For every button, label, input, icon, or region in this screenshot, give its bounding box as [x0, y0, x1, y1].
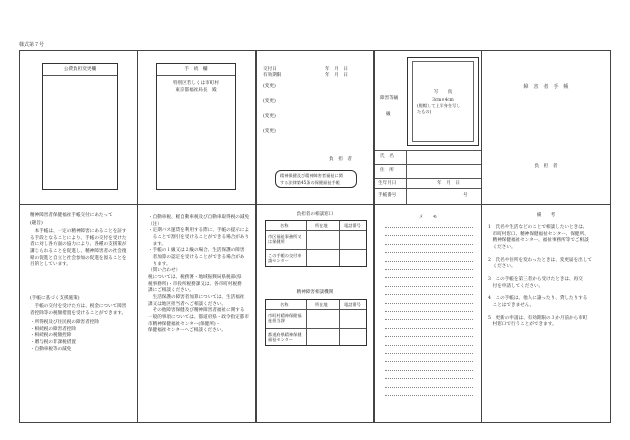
holder-address-label: 住 所 [380, 168, 394, 173]
remark-line: 村窓口で行うことができます。 [488, 322, 557, 328]
panel-contacts [256, 204, 374, 423]
memo-ruled-line [385, 378, 473, 379]
remark-line: 市町村窓口、精神保健福祉センター、保健所、 [488, 231, 589, 237]
remark-line: 精神保健福祉センター、福祉事務所等でご相談 [488, 238, 589, 244]
benefits-line: （問い合わせ） [148, 268, 181, 274]
change-entry-4: (変更) [263, 129, 276, 134]
public-expense-change-title: 公費負担変更欄 [63, 67, 97, 72]
remark-line: ください。 [488, 244, 516, 250]
remark-line: 4 この手帳は、他人に譲ったり、貸したりする [488, 296, 588, 302]
memo-ruled-line [385, 294, 473, 295]
memo-ruled-line [385, 328, 473, 329]
disability-grade-unit: 級 [386, 112, 391, 117]
agency-header-address: 所在地 [315, 302, 328, 307]
contact-table-1-title: 負担者の相談窓口 [296, 212, 334, 217]
remark-line: ください。 [488, 264, 516, 270]
memo-title: メ モ [418, 215, 438, 220]
memo-ruled-line [385, 277, 473, 278]
support-bullet: ・相続税の障害者控除 [30, 326, 76, 332]
purpose-line: 講じられることを促進し、精神障害者の社会復 [30, 248, 127, 254]
memo-ruled-line [385, 395, 473, 396]
memo-ruled-line [385, 269, 473, 270]
memo-ruled-line [385, 353, 473, 354]
contact-header-address: 所在地 [315, 223, 328, 228]
disability-grade-label: 障害等級 [380, 96, 399, 101]
holder-birthdate-label: 生年月日 [378, 181, 397, 186]
notice-box [275, 170, 357, 188]
benefits-line: その他障害保健及び精神障害者福祉に関する [148, 308, 245, 314]
benefits-line: 市精神保健福祉センター(保健所)・ [148, 321, 221, 327]
expiry-date-value: 年 月 日 [325, 73, 348, 78]
benefits-line: ・定期バス運賃を利用する際に、手帳の提示によ [148, 228, 250, 234]
memo-ruled-line [385, 387, 473, 388]
panel-public-expense [19, 50, 138, 205]
agency-row-2-name: 都道府県精神保健福祉センター [268, 332, 302, 343]
benefits-line: ることで割引を受けることができる場合があり [148, 234, 250, 240]
panel-benefits [137, 204, 256, 423]
photo-note-2: たもの) [417, 109, 432, 114]
agency-row-1-name: 市町村精神保健福祉担当課 [268, 313, 302, 324]
benefits-line: ります。 [148, 261, 171, 267]
memo-ruled-line [385, 227, 473, 228]
agency-header-phone: 電話番号 [344, 302, 361, 307]
support-bullet: ・相続税の税額控除 [30, 333, 72, 339]
change-entry-1: (変更) [263, 84, 276, 89]
contact-table-1 [265, 220, 367, 267]
support-bullet: ・贈与税の非課税措置 [30, 339, 76, 345]
remark-line: 2 氏名や住所を変わったときは、変更届を出して [488, 257, 592, 263]
holder-number-label: 手帳番号 [378, 193, 397, 198]
benefits-line: 税事務所)・市役所税務課又は、各市町村税務 [148, 281, 242, 287]
memo-ruled-line [385, 252, 473, 253]
holder-number-value: 号 [463, 193, 468, 198]
change-entry-3: (変更) [263, 114, 276, 119]
public-expense-change-box [42, 63, 118, 190]
benefits-line: 課にご相談ください。 [148, 288, 194, 294]
purpose-line: る手段となることにより、手帳の交付を受けた [30, 235, 127, 241]
panel-issue [256, 50, 374, 205]
support-bullets [30, 320, 99, 353]
benefits-line: 税については、税務署・地域振興局県税部(県 [148, 274, 242, 280]
remark-line: ことはできません。 [488, 302, 535, 308]
purpose-line: 目的としています。 [30, 262, 71, 268]
benefits-line: ・自動車税、軽自動車税及び自動車取得税の減免 [148, 215, 250, 220]
notice-line-2: する法律第45条の保健福祉手帳 [280, 180, 340, 185]
remarks-list [488, 225, 592, 335]
memo-ruled-line [385, 303, 473, 304]
remark-item [488, 296, 592, 309]
remark-line: 1 氏名や生活などのことで相談したいときは、 [488, 225, 588, 230]
issue-date-label: 交付日 [263, 67, 277, 72]
contact-table-2-title: 精神障害相談機関 [296, 290, 334, 295]
purpose-line: 帰の促進と自立と社会参加の促進を図ることを [30, 255, 127, 261]
form-number: 様式第７号 [19, 42, 45, 48]
support-bullet: ・自動車税等の減免 [30, 346, 72, 352]
notice-line-1: 精神保健及び精神障害者福祉に関 [280, 173, 343, 178]
memo-ruled-line [385, 370, 473, 371]
remark-line: 3 この手帳を第三者から受けたときは、再交 [488, 276, 583, 282]
remark-item [488, 225, 592, 252]
panel-purpose [19, 204, 138, 423]
benefits-line: ・手帳の１級又は２級の場合、生活保護の障害 [148, 248, 245, 254]
benefits-line: 一般的事項については、都道府県・政令指定都市 [148, 314, 249, 320]
support-subheading: (手帳に基づく支援施策) [30, 296, 80, 301]
panel-holder [374, 50, 482, 205]
issue-date-value: 年 月 日 [325, 67, 348, 72]
remarks-title: 備 考 [536, 213, 556, 218]
contact-table-2 [265, 299, 367, 346]
purpose-paragraph [30, 229, 126, 269]
remark-line: 付を申請してください。 [488, 283, 544, 289]
authority-line-2: 東京都福祉局長 殿 [175, 88, 217, 93]
purpose-subheading: (趣旨) [30, 221, 43, 226]
holder-name-label: 氏 名 [380, 154, 394, 159]
remark-item [488, 277, 592, 290]
panel-title [481, 50, 611, 205]
handbook-title: 障 害 者 手 帳 [523, 84, 569, 90]
contact-header-name: 名称 [280, 223, 289, 228]
benefits-line: ます。 [148, 241, 167, 247]
issuer-seal-label: 負 担 者 [329, 157, 352, 162]
support-paragraph [30, 304, 126, 317]
photo-frame [407, 57, 479, 146]
memo-ruled-line [385, 261, 473, 262]
benefits-line: 者加算の認定を受けることができる場合があ [148, 254, 245, 260]
memo-ruled-line [385, 345, 473, 346]
change-entry-2: (変更) [263, 99, 276, 104]
panel-procedure [137, 50, 256, 205]
benefits-text [148, 215, 249, 335]
remark-item [488, 258, 592, 271]
benefits-line: 課又は地区担当者へご相談ください。 [148, 301, 227, 307]
memo-ruled-line [385, 235, 473, 236]
procedure-box [156, 63, 236, 190]
contact-row-2-name: この手帳の交付申請センター [268, 253, 302, 264]
purpose-line: 者に対し各方面の協力により、各種の支援策が [30, 242, 127, 248]
handbook-seal-label: 負 担 者 [534, 164, 558, 169]
photo-inner [412, 61, 474, 142]
support-bullet: ・所得税及び住民税の障害者控除 [30, 320, 99, 325]
memo-ruled-line [385, 319, 473, 320]
memo-ruled-line [385, 311, 473, 312]
benefits-line: 生活保護の障害者加算については、生活福祉 [148, 294, 245, 300]
purpose-line: 本手帳は、一定の精神障害にあることを証す [30, 229, 127, 234]
expiry-date-label: 有効期限 [263, 73, 282, 78]
memo-ruled-line [385, 244, 473, 245]
benefits-line: （注） [148, 221, 162, 227]
authority-line-1: 特別区若しくは市町村 [173, 81, 219, 86]
remark-item [488, 316, 592, 329]
photo-label: 写 真 [433, 90, 453, 95]
panel-memo [374, 204, 482, 423]
memo-ruled-line [385, 361, 473, 362]
holder-birthdate-value: 年 月 日 [437, 181, 460, 186]
contact-row-1-name: 市区福祉事務所又は保健所 [268, 234, 302, 245]
panel-remarks [481, 204, 611, 423]
purpose-heading: 精神障害者保健福祉手帳交付にあたって [30, 213, 113, 218]
memo-lines [385, 227, 473, 403]
photo-size: 3cm×4cm [432, 97, 454, 102]
benefits-line: 保健福祉センターへご相談ください。 [148, 328, 226, 334]
support-line: 者控除等の税額措置を受けることができます。 [30, 310, 127, 316]
remark-line: 5 更新の申請は、有効期限の３か月前から市町 [488, 315, 588, 321]
contact-header-phone: 電話番号 [344, 223, 361, 228]
agency-header-name: 名称 [280, 302, 289, 307]
memo-ruled-line [385, 286, 473, 287]
procedure-title: 手 続 欄 [184, 67, 208, 72]
memo-ruled-line [385, 336, 473, 337]
photo-note-1: (脱帽して上半身を写し [417, 103, 461, 108]
support-line: 手帳の交付を受けた方は、税金について障害 [30, 304, 127, 309]
